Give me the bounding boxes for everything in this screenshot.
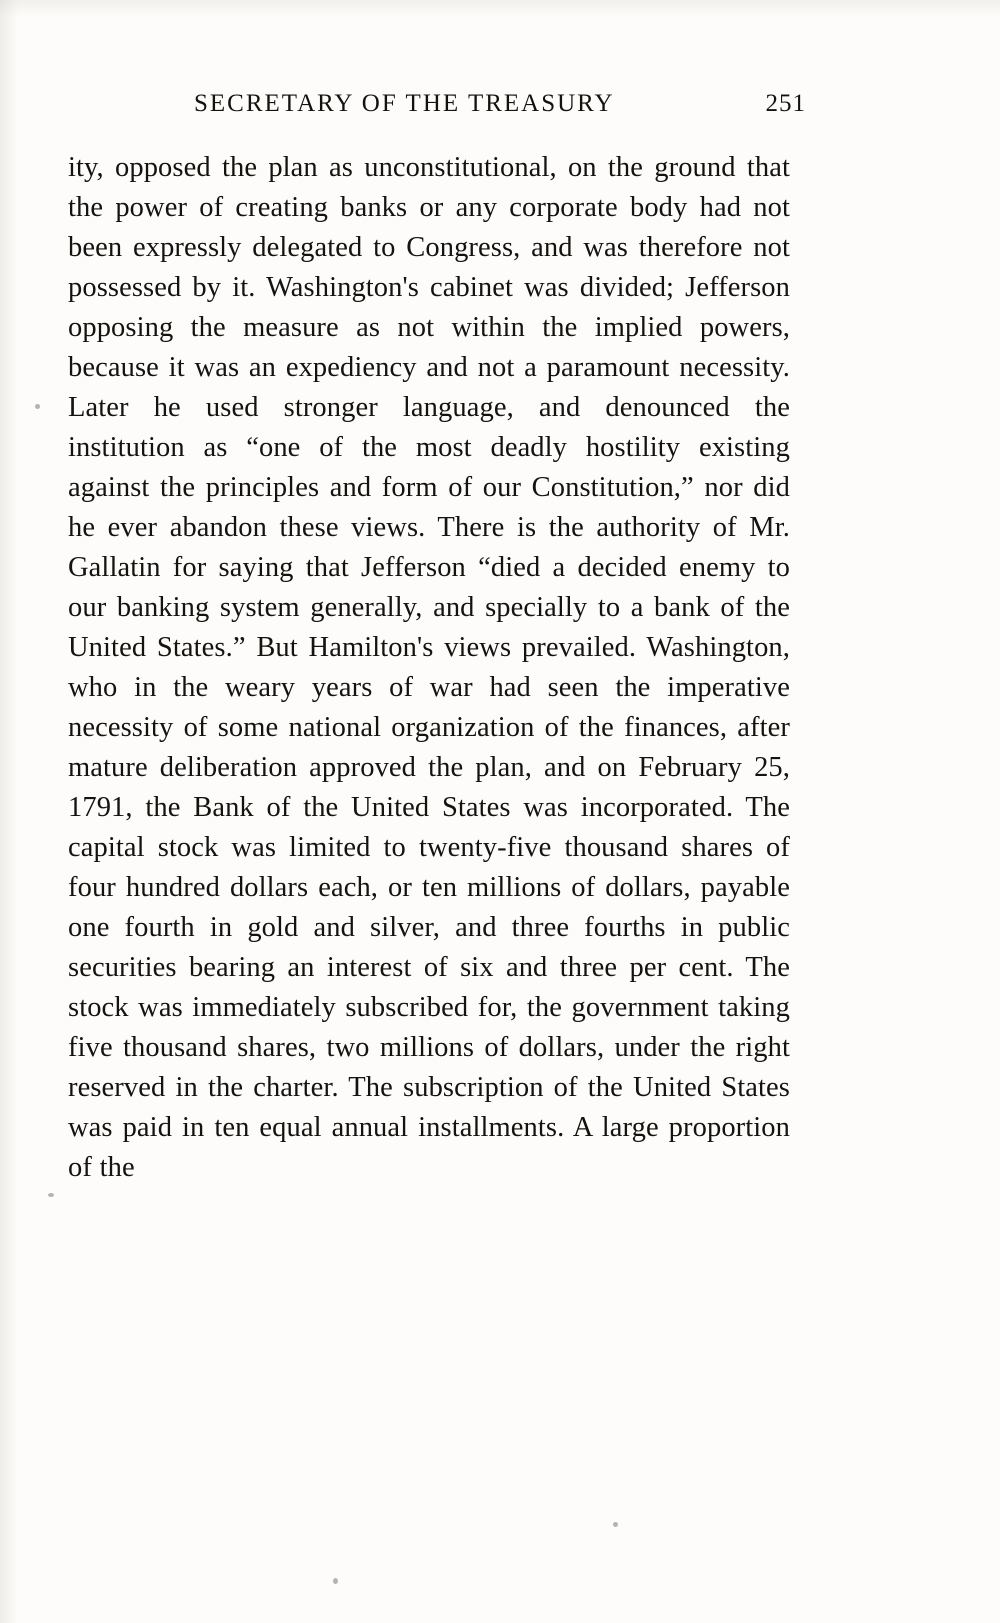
page-number: 251	[765, 90, 806, 117]
body-paragraph: ity, opposed the plan as unconstitutional, on the ground that the power of creating banks or any corporate body had not been expressly delegated to Congress, and was therefore not possessed by it. Washington's cabinet was divided; Jefferson opposing the measure as not within the implied powers, because it was an expediency and not a paramount necessity. Later he used stronger language, and denounced the institution as “one of the most deadly hostility existing against the principles and form of our Constitution,” nor did he ever abandon these views. There is the authority of Mr. Gallatin for saying that Jefferson “died a decided enemy to our banking system generally, and specially to a bank of the United States.” But Hamilton's views prevailed. Washington, who in the weary years of war had seen the imperative necessity of some national organization of the finances, after mature deliberation approved the plan, and on February 25, 1791, the Bank of the United States was incorporated. The capital stock was limited to twenty-five thousand shares of four hundred dollars each, or ten millions of dollars, payable one fourth in gold and silver, and three fourths in public securities bearing an interest of six and three per cent. The stock was immediately subscribed for, the government taking five thousand shares, two millions of dollars, under the right reserved in the charter. The subscription of the United States was paid in ten equal annual installments. A large proportion of the	[68, 152, 790, 1183]
page-header-inner	[194, 90, 806, 118]
scan-speck-icon	[48, 1193, 54, 1197]
page-edge-shading-left	[0, 0, 18, 1623]
page-edge-shading-top	[0, 0, 1000, 16]
scan-speck-icon	[613, 1522, 618, 1527]
running-title: SECRETARY OF THE TREASURY	[194, 90, 615, 117]
page-header	[0, 90, 1000, 118]
scan-speck-icon	[333, 1578, 338, 1584]
scan-speck-icon	[35, 404, 40, 409]
body-text-block	[68, 148, 790, 1188]
